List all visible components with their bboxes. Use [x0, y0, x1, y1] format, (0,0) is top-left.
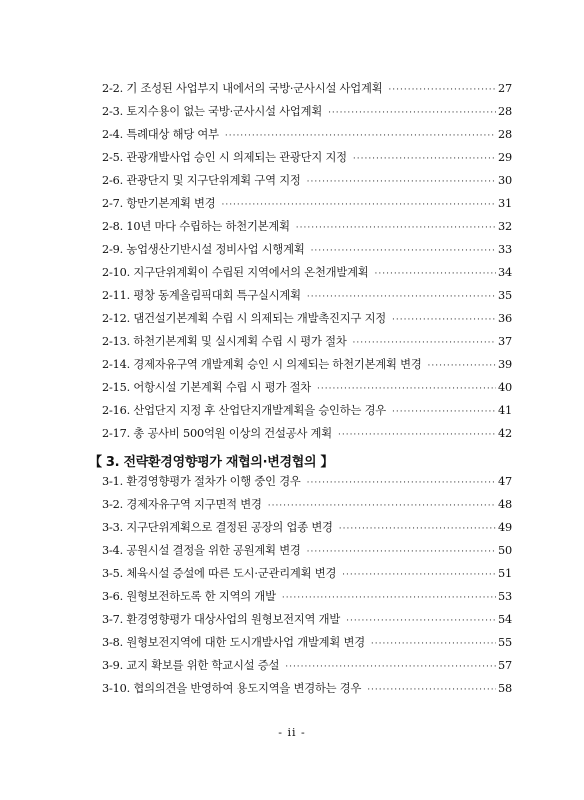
toc-entry[interactable]: [102, 149, 512, 172]
dot-leader: [375, 269, 497, 279]
toc-entry[interactable]: [102, 172, 512, 195]
toc-entry-title: 2-16. 산업단지 지정 후 산업단지개발계획을 승인하는 경우: [102, 404, 386, 417]
toc-entry-title: 3-4. 공원시설 결정을 위한 공원계획 변경: [102, 544, 301, 557]
toc-entry-page: 37: [498, 335, 512, 348]
dot-leader: [392, 315, 496, 325]
dot-leader: [328, 108, 496, 118]
dot-leader: [353, 154, 496, 164]
dot-leader: [307, 177, 496, 187]
toc-entry[interactable]: [102, 126, 512, 149]
toc-entry-page: 57: [498, 659, 512, 672]
toc-entry-title: 2-7. 항만기본계획 변경: [102, 197, 216, 210]
dot-leader: [317, 384, 496, 394]
toc-entry[interactable]: [102, 356, 512, 379]
dot-leader: [296, 223, 496, 233]
dot-leader: [282, 593, 496, 603]
toc-entry[interactable]: [102, 611, 512, 634]
toc-entry-page: 48: [498, 498, 512, 511]
toc-entry-page: 40: [498, 381, 512, 394]
dot-leader: [367, 685, 496, 695]
dot-leader: [268, 501, 496, 511]
toc-entry-title: 3-1. 환경영향평가 절차가 이행 중인 경우: [102, 475, 301, 488]
toc-entry-title: 2-17. 총 공사비 500억원 이상의 건설공사 계획: [102, 427, 332, 440]
toc-entry-title: 3-8. 원형보전지역에 대한 도시개발사업 개발계획 변경: [102, 636, 365, 649]
toc-entry[interactable]: [102, 103, 512, 126]
dot-leader: [392, 407, 496, 417]
toc-entry[interactable]: [102, 218, 512, 241]
toc-entry-page: 28: [498, 128, 512, 141]
toc-entry-title: 2-12. 댐건설기본계획 수립 시 의제되는 개발촉진지구 지정: [102, 312, 386, 325]
toc-entry-page: 34: [498, 266, 512, 279]
toc-entry-title: 3-5. 체육시설 증설에 따른 도시·군관리계획 변경: [102, 567, 337, 580]
toc-entry-title: 2-11. 평창 동계올림픽대회 특구실시계획: [102, 289, 301, 302]
dot-leader: [311, 246, 496, 256]
toc-entry[interactable]: [102, 657, 512, 680]
toc-entry[interactable]: [102, 565, 512, 588]
toc-entry[interactable]: [102, 588, 512, 611]
toc-entry-page: 31: [498, 197, 512, 210]
toc-entry-page: 35: [498, 289, 512, 302]
toc-entry-title: 2-15. 어항시설 기본계획 수립 시 평가 절차: [102, 381, 312, 394]
toc-entry-title: 2-14. 경제자유구역 개발계획 승인 시 의제되는 하천기본계획 변경: [102, 358, 422, 371]
toc-entry-page: 49: [498, 521, 512, 534]
dot-leader: [388, 85, 496, 95]
toc-entry-title: 3-6. 원형보전하도록 한 지역의 개발: [102, 590, 276, 603]
toc-entry-title: 2-13. 하천기본계획 및 실시계획 수립 시 평가 절차: [102, 335, 347, 348]
toc-entry-page: 30: [498, 174, 512, 187]
table-of-contents: [89, 80, 512, 703]
toc-entry[interactable]: [102, 264, 512, 287]
toc-entry-page: 32: [498, 220, 512, 233]
toc-entry-page: 53: [498, 590, 512, 603]
toc-entry[interactable]: [102, 402, 512, 425]
toc-entry-page: 33: [498, 243, 512, 256]
toc-entry-title: 3-9. 교지 확보를 위한 학교시설 증설: [102, 659, 280, 672]
toc-entry-page: 29: [498, 151, 512, 164]
toc-entry-title: 2-3. 토지수용이 없는 국방·군사시설 사업계획: [102, 105, 323, 118]
toc-entry-title: 2-5. 관광개발사업 승인 시 의제되는 관광단지 지정: [102, 151, 347, 164]
toc-entry[interactable]: [102, 310, 512, 333]
toc-entry-page: 58: [498, 682, 512, 695]
toc-entry[interactable]: [102, 519, 512, 542]
toc-entry[interactable]: [102, 473, 512, 496]
toc-entry-page: 28: [498, 105, 512, 118]
toc-entry-title: 2-2. 기 조성된 사업부지 내에서의 국방·군사시설 사업계획: [102, 82, 383, 95]
toc-entry-title: 3-2. 경제자유구역 지구면적 변경: [102, 498, 262, 511]
section-heading: 【 3. 전략환경영향평가 재협의·변경협의 】: [89, 455, 334, 470]
toc-entry[interactable]: [102, 80, 512, 103]
toc-entry[interactable]: [102, 241, 512, 264]
dot-leader: [225, 131, 496, 141]
dot-leader: [353, 338, 496, 348]
toc-entry-page: 39: [498, 358, 512, 371]
toc-entry[interactable]: [102, 333, 512, 356]
toc-entry-title: 2-10. 지구단위계획이 수립된 지역에서의 온천개발계획: [102, 266, 369, 279]
toc-entry-title: 2-8. 10년 마다 수립하는 하천기본계획: [102, 220, 290, 233]
toc-entry-page: 42: [498, 427, 512, 440]
dot-leader: [307, 547, 496, 557]
dot-leader: [338, 430, 496, 440]
dot-leader: [428, 361, 496, 371]
toc-entry[interactable]: [102, 634, 512, 657]
toc-entry-title: 2-9. 농업생산기반시설 정비사업 시행계획: [102, 243, 305, 256]
page-number: - ii -: [278, 726, 306, 739]
toc-entry-page: 47: [498, 475, 512, 488]
toc-entry-title: 2-4. 특례대상 해당 여부: [102, 128, 219, 141]
dot-leader: [307, 478, 496, 488]
toc-entry[interactable]: [102, 379, 512, 402]
toc-entry-page: 41: [498, 404, 512, 417]
dot-leader: [339, 524, 496, 534]
toc-group-2: [102, 80, 512, 448]
toc-entry[interactable]: [102, 680, 512, 703]
toc-entry-page: 51: [498, 567, 512, 580]
toc-entry[interactable]: [102, 542, 512, 565]
dot-leader: [221, 200, 496, 210]
toc-entry-page: 54: [498, 613, 512, 626]
toc-entry[interactable]: [102, 425, 512, 448]
toc-entry-page: 27: [498, 82, 512, 95]
toc-entry[interactable]: [102, 195, 512, 218]
dot-leader: [342, 570, 496, 580]
toc-entry-page: 50: [498, 544, 512, 557]
toc-entry[interactable]: [102, 287, 512, 310]
toc-entry[interactable]: [102, 496, 512, 519]
toc-entry-title: 3-3. 지구단위계획으로 결정된 공장의 업종 변경: [102, 521, 333, 534]
dot-leader: [371, 639, 496, 649]
toc-entry-page: 55: [498, 636, 512, 649]
dot-leader: [307, 292, 496, 302]
toc-entry-title: 3-7. 환경영향평가 대상사업의 원형보전지역 개발: [102, 613, 341, 626]
toc-group-3: [102, 473, 512, 703]
dot-leader: [346, 616, 496, 626]
toc-entry-title: 2-6. 관광단지 및 지구단위계획 구역 지정: [102, 174, 301, 187]
dot-leader: [285, 662, 496, 672]
toc-entry-page: 36: [498, 312, 512, 325]
toc-entry-title: 3-10. 협의의견을 반영하여 용도지역을 변경하는 경우: [102, 682, 362, 695]
